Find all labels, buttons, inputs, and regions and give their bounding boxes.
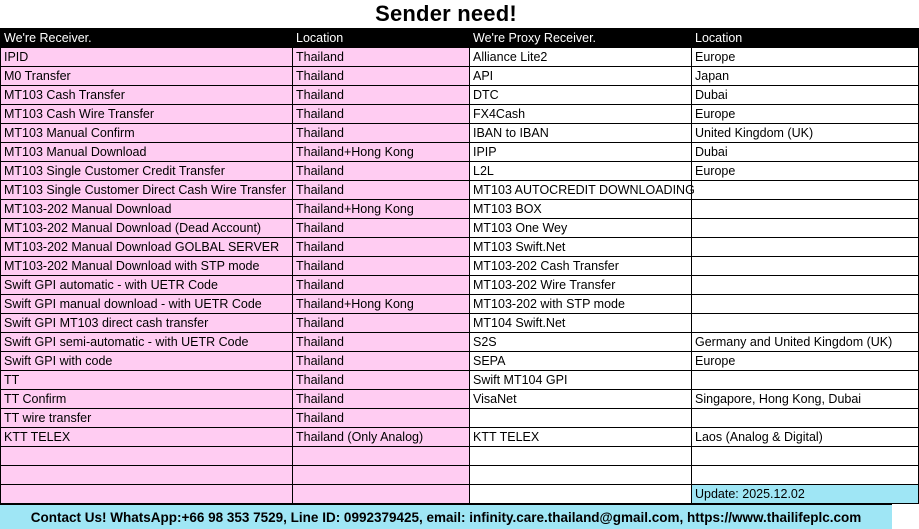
- cell-proxy-receiver: MT103 AUTOCREDIT DOWNLOADING: [470, 181, 692, 200]
- table-row: [1, 485, 919, 504]
- column-header-proxy-receiver: We're Proxy Receiver.: [470, 29, 692, 48]
- cell-proxy-receiver: KTT TELEX: [470, 428, 692, 447]
- cell-location-right: [692, 371, 919, 390]
- table-row: [1, 466, 919, 485]
- cell-proxy-receiver: API: [470, 67, 692, 86]
- cell-location-right: [692, 466, 919, 485]
- table-row: [1, 352, 919, 371]
- cell-receiver: MT103 Single Customer Direct Cash Wire Transfer: [1, 181, 293, 200]
- cell-receiver: IPID: [1, 48, 293, 67]
- cell-proxy-receiver: MT104 Swift.Net: [470, 314, 692, 333]
- cell-location-left: Thailand: [293, 314, 470, 333]
- header-row: [1, 29, 919, 48]
- cell-location-right: [692, 257, 919, 276]
- cell-location-right: Dubai: [692, 86, 919, 105]
- cell-proxy-receiver: Alliance Lite2: [470, 48, 692, 67]
- cell-location-left: [293, 447, 470, 466]
- cell-receiver: M0 Transfer: [1, 67, 293, 86]
- cell-location-left: Thailand+Hong Kong: [293, 200, 470, 219]
- cell-location-left: Thailand: [293, 48, 470, 67]
- table-row: [1, 371, 919, 390]
- cell-location-right: United Kingdom (UK): [692, 124, 919, 143]
- table-row: [1, 257, 919, 276]
- cell-location-right: Laos (Analog & Digital): [692, 428, 919, 447]
- table-row: [1, 314, 919, 333]
- cell-receiver: Swift GPI with code: [1, 352, 293, 371]
- table-row: [1, 238, 919, 257]
- column-header-location-left: Location: [293, 29, 470, 48]
- cell-location-right: Europe: [692, 352, 919, 371]
- cell-proxy-receiver: [470, 447, 692, 466]
- table-row: [1, 276, 919, 295]
- cell-receiver: MT103-202 Manual Download GOLBAL SERVER: [1, 238, 293, 257]
- cell-location-left: Thailand: [293, 105, 470, 124]
- cell-location-left: Thailand: [293, 409, 470, 428]
- cell-receiver: Swift GPI manual download - with UETR Code: [1, 295, 293, 314]
- cell-proxy-receiver: MT103 BOX: [470, 200, 692, 219]
- table-row: [1, 219, 919, 238]
- cell-proxy-receiver: DTC: [470, 86, 692, 105]
- cell-location-right: Germany and United Kingdom (UK): [692, 333, 919, 352]
- cell-proxy-receiver: Swift MT104 GPI: [470, 371, 692, 390]
- cell-proxy-receiver: IBAN to IBAN: [470, 124, 692, 143]
- cell-location-right: Europe: [692, 48, 919, 67]
- cell-location-right: [692, 447, 919, 466]
- cell-location-left: Thailand: [293, 219, 470, 238]
- cell-location-right: [692, 238, 919, 257]
- cell-location-left: Thailand: [293, 352, 470, 371]
- table-body: [1, 48, 919, 504]
- cell-proxy-receiver: FX4Cash: [470, 105, 692, 124]
- table-row: [1, 124, 919, 143]
- cell-proxy-receiver: S2S: [470, 333, 692, 352]
- cell-receiver: TT Confirm: [1, 390, 293, 409]
- cell-location-left: Thailand+Hong Kong: [293, 295, 470, 314]
- cell-location-right: Europe: [692, 162, 919, 181]
- cell-location-right: [692, 409, 919, 428]
- contact-footer: Contact Us! WhatsApp:+66 98 353 7529, Line ID: 0992379425, email: infinity.care.thailand@gmail.com, https://www.thailifeplc.com: [0, 504, 892, 529]
- table-row: [1, 333, 919, 352]
- cell-proxy-receiver: VisaNet: [470, 390, 692, 409]
- cell-location-left: Thailand: [293, 181, 470, 200]
- cell-location-right: [692, 314, 919, 333]
- cell-location-left: Thailand: [293, 162, 470, 181]
- cell-receiver: [1, 485, 293, 504]
- cell-location-right: [692, 200, 919, 219]
- table-row: [1, 67, 919, 86]
- cell-location-left: Thailand: [293, 124, 470, 143]
- cell-receiver: KTT TELEX: [1, 428, 293, 447]
- cell-location-right: Singapore, Hong Kong, Dubai: [692, 390, 919, 409]
- cell-receiver: Swift GPI semi-automatic - with UETR Code: [1, 333, 293, 352]
- table-row: [1, 390, 919, 409]
- cell-receiver: Swift GPI MT103 direct cash transfer: [1, 314, 293, 333]
- table-header: [1, 29, 919, 48]
- cell-receiver: MT103 Cash Wire Transfer: [1, 105, 293, 124]
- page-title: Sender need!: [0, 0, 892, 28]
- cell-proxy-receiver: [470, 466, 692, 485]
- cell-location-right: Europe: [692, 105, 919, 124]
- table-row: [1, 295, 919, 314]
- cell-receiver: MT103-202 Manual Download (Dead Account): [1, 219, 293, 238]
- cell-proxy-receiver: IPIP: [470, 143, 692, 162]
- cell-proxy-receiver: MT103 Swift.Net: [470, 238, 692, 257]
- cell-receiver: MT103 Single Customer Credit Transfer: [1, 162, 293, 181]
- table-row: [1, 143, 919, 162]
- cell-location-left: Thailand: [293, 276, 470, 295]
- cell-location-left: Thailand: [293, 390, 470, 409]
- cell-proxy-receiver: MT103 One Wey: [470, 219, 692, 238]
- cell-receiver: MT103 Manual Download: [1, 143, 293, 162]
- cell-location-right: [692, 276, 919, 295]
- cell-location-right: [692, 295, 919, 314]
- cell-location-right: Japan: [692, 67, 919, 86]
- cell-location-left: Thailand: [293, 333, 470, 352]
- cell-proxy-receiver: SEPA: [470, 352, 692, 371]
- table-row: [1, 428, 919, 447]
- table-row: [1, 48, 919, 67]
- cell-proxy-receiver: L2L: [470, 162, 692, 181]
- column-header-receiver: We're Receiver.: [1, 29, 293, 48]
- cell-location-left: Thailand (Only Analog): [293, 428, 470, 447]
- table-row: [1, 86, 919, 105]
- table-row: [1, 181, 919, 200]
- cell-proxy-receiver: [470, 485, 692, 504]
- cell-proxy-receiver: MT103-202 Wire Transfer: [470, 276, 692, 295]
- cell-location-left: Thailand: [293, 238, 470, 257]
- cell-location-left: [293, 485, 470, 504]
- cell-receiver: [1, 447, 293, 466]
- cell-receiver: [1, 466, 293, 485]
- column-header-location-right: Location: [692, 29, 919, 48]
- cell-location-right: Dubai: [692, 143, 919, 162]
- cell-location-left: Thailand: [293, 67, 470, 86]
- cell-location-right: [692, 219, 919, 238]
- table-row: [1, 162, 919, 181]
- cell-location-left: [293, 466, 470, 485]
- table-row: [1, 200, 919, 219]
- table-row: [1, 447, 919, 466]
- cell-location-right: [692, 181, 919, 200]
- cell-receiver: MT103 Cash Transfer: [1, 86, 293, 105]
- cell-receiver: Swift GPI automatic - with UETR Code: [1, 276, 293, 295]
- cell-receiver: MT103-202 Manual Download: [1, 200, 293, 219]
- cell-proxy-receiver: MT103-202 Cash Transfer: [470, 257, 692, 276]
- cell-proxy-receiver: [470, 409, 692, 428]
- table-row: [1, 409, 919, 428]
- cell-location-left: Thailand: [293, 371, 470, 390]
- cell-receiver: TT: [1, 371, 293, 390]
- cell-proxy-receiver: MT103-202 with STP mode: [470, 295, 692, 314]
- cell-location-left: Thailand: [293, 257, 470, 276]
- cell-location-left: Thailand: [293, 86, 470, 105]
- services-table: [0, 28, 919, 504]
- cell-receiver: TT wire transfer: [1, 409, 293, 428]
- update-stamp: Update: 2025.12.02: [692, 485, 919, 504]
- cell-receiver: MT103-202 Manual Download with STP mode: [1, 257, 293, 276]
- table-row: [1, 105, 919, 124]
- cell-receiver: MT103 Manual Confirm: [1, 124, 293, 143]
- cell-location-left: Thailand+Hong Kong: [293, 143, 470, 162]
